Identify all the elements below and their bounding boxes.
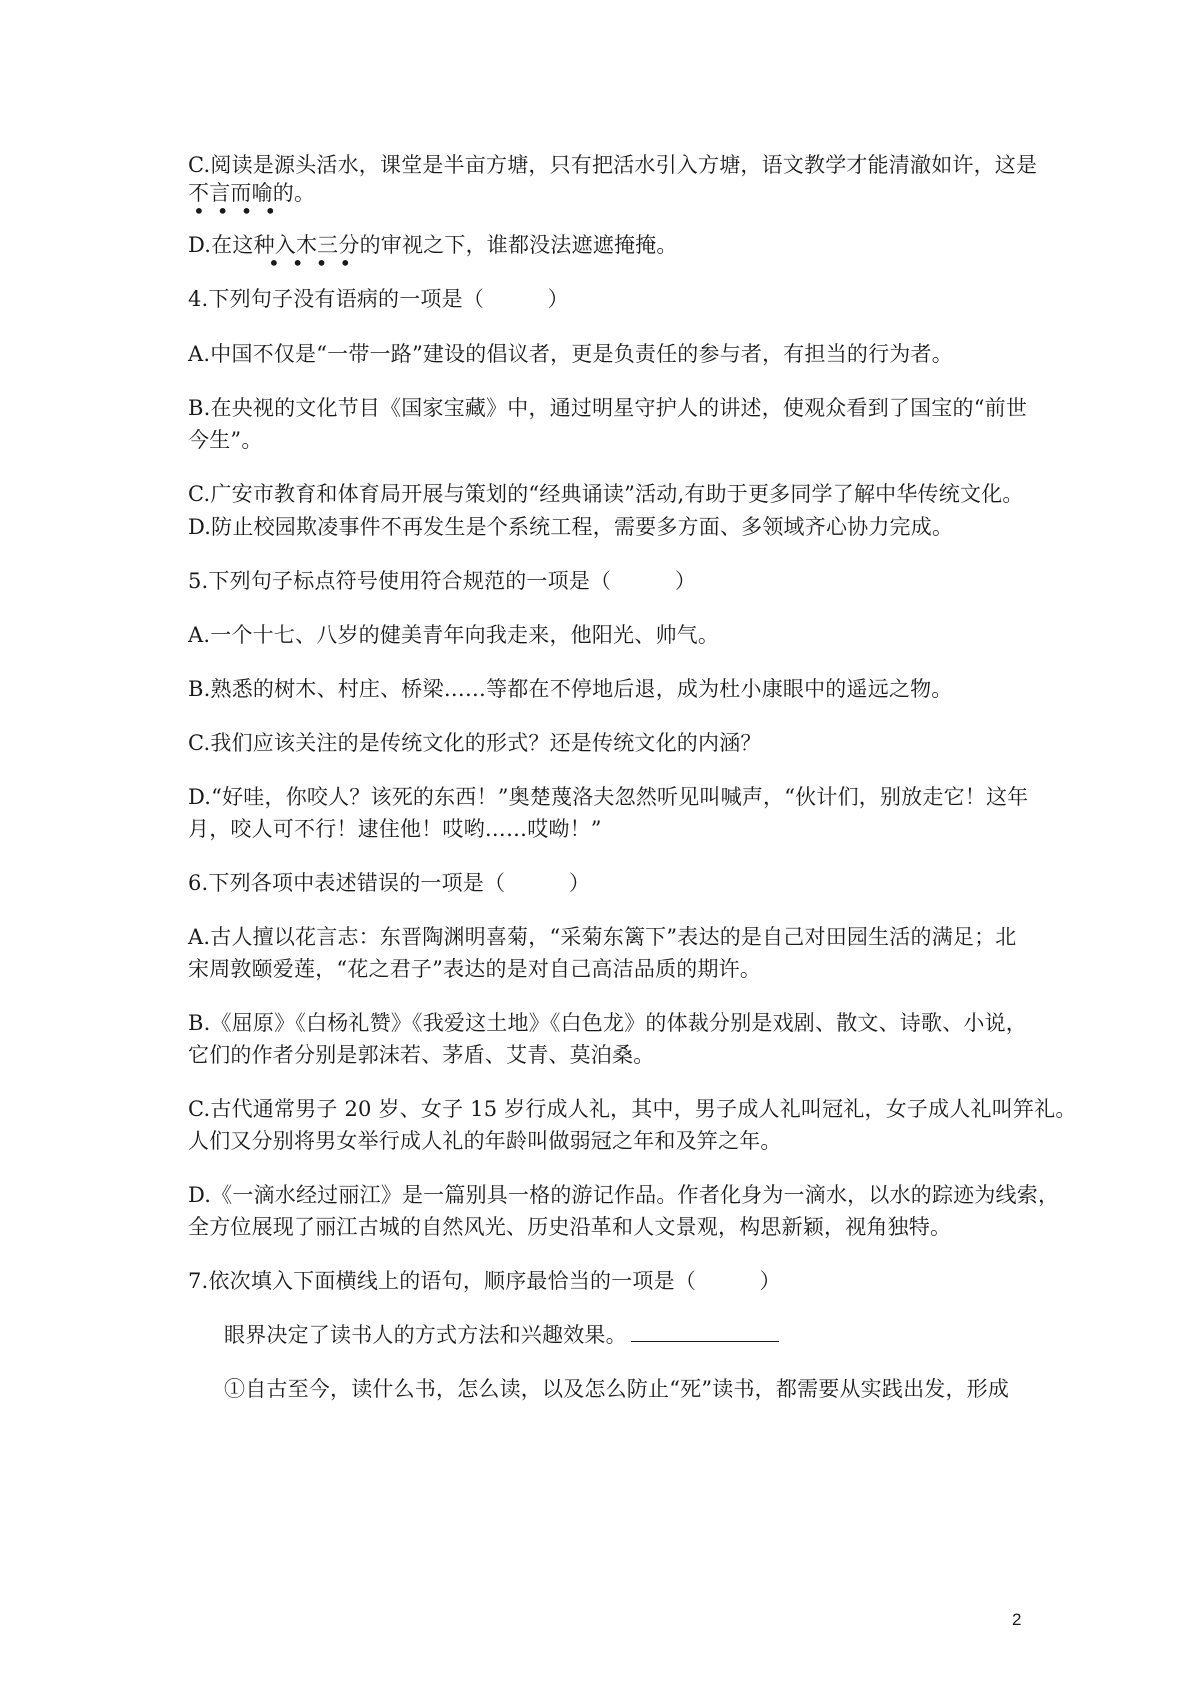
option-5d-line1: D.“好哇，你咬人？该死的东西！”奥楚蔑洛夫忽然听见叫喊声，“伙计们，别放走它！这年 (188, 785, 1029, 809)
option-6a-line1: A.古人擅以花言志：东晋陶渊明喜菊，“采菊东篱下”表达的是自己对田园生活的满足；北 (188, 925, 1017, 949)
option-6a-line2: 宋周敦颐爱莲，“花之君子”表达的是对自己高洁品质的期许。 (188, 957, 762, 981)
option-4c: C.广安市教育和体育局开展与策划的“经典诵读”活动,有助于更多同学了解中华传统文化。 (188, 482, 1024, 506)
option-6c-line1: C.古代通常男子 20 岁、女子 15 岁行成人礼，其中，男子成人礼叫冠礼，女子成人礼叫笄礼。 (188, 1097, 1077, 1121)
option-6d-line1: D.《一滴水经过丽江》是一篇别具一格的游记作品。作者化身为一滴水，以水的踪迹为线索， (188, 1183, 1060, 1207)
question-4-stem: 4.下列句子没有语病的一项是（ ） (188, 287, 569, 311)
option-5c: C.我们应该关注的是传统文化的形式？还是传统文化的内涵？ (188, 731, 762, 755)
emphasis-dots-idiom-2: •••• (268, 251, 364, 275)
question-6-stem: 6.下列各项中表述错误的一项是（ ） (188, 871, 591, 895)
option-3c-line1: C.阅读是源头活水，课堂是半亩方塘，只有把活水引入方塘，语文教学才能清澈如许，这是 (188, 153, 1038, 177)
option-5b: B.熟悉的树木、村庄、桥梁……等都在不停地后退，成为杜小康眼中的遥远之物。 (188, 677, 953, 701)
fill-in-blank (631, 1323, 779, 1342)
option-6d-line2: 全方位展现了丽江古城的自然风光、历史沿革和人文景观，构思新颖，视角独特。 (188, 1215, 952, 1239)
option-3d: D.在这种入木三分的审视之下，谁都没法遮遮掩掩。 (188, 233, 678, 257)
option-5a: A.一个十七、八岁的健美青年向我走来，他阳光、帅气。 (188, 623, 720, 647)
question-7-passage (224, 1320, 1104, 1350)
question-5-stem: 5.下列句子标点符号使用符合规范的一项是（ ） (188, 569, 697, 593)
option-4a: A.中国不仅是“一带一路”建设的倡议者，更是负责任的参与者，有担当的行为者。 (188, 342, 953, 366)
emphasis-dots-idiom-1: •••• (193, 199, 289, 223)
option-4b-line1: B.在央视的文化节目《国家宝藏》中，通过明星守护人的讲述，使观众看到了国宝的“前世 (188, 396, 1028, 420)
option-3c-line2: 不言而喻的。 (188, 181, 316, 205)
page-number: 2 (1012, 1610, 1022, 1629)
option-4b-line2: 今生”。 (188, 428, 263, 452)
option-5d-line2: 月，咬人可不行！逮住他！哎哟……哎呦！” (188, 817, 602, 841)
option-6b-line1: B.《屈原》《白杨礼赞》《我爱这土地》《白色龙》的体裁分别是戏剧、散文、诗歌、小说， (188, 1011, 1028, 1035)
passage-text: 眼界决定了读书人的方式方法和兴趣效果。 (224, 1323, 627, 1347)
option-4d: D.防止校园欺凌事件不再发生是个系统工程，需要多方面、多领域齐心协力完成。 (188, 515, 954, 539)
option-6c-line2: 人们又分别将男女举行成人礼的年龄叫做弱冠之年和及笄之年。 (188, 1129, 782, 1153)
option-6b-line2: 它们的作者分别是郭沫若、茅盾、艾青、莫泊桑。 (188, 1043, 655, 1067)
question-7-stem: 7.依次填入下面横线上的语句，顺序最恰当的一项是（ ） (188, 1269, 781, 1293)
question-7-sentence-1: ①自古至今，读什么书，怎么读，以及怎么防止“死”读书，都需要从实践出发，形成 (224, 1377, 1010, 1401)
